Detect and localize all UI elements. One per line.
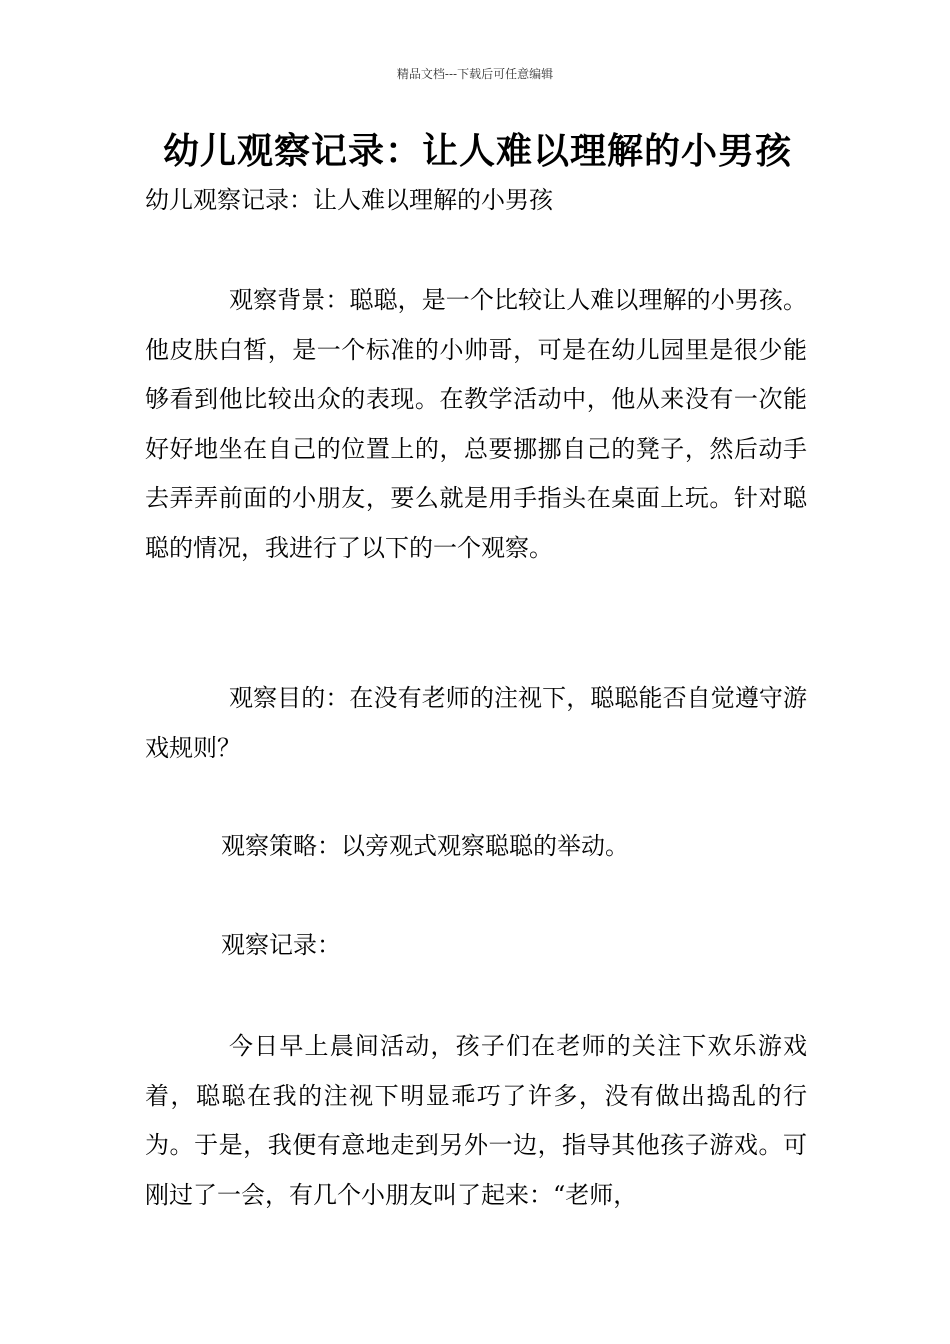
paragraph-record-label: 观察记录： (221, 931, 341, 959)
paragraph-background: 观察背景：聪聪，是一个比较让人难以理解的小男孩。他皮肤白皙，是一个标准的小帅哥，可是在幼儿园里是很少能够看到他比较出众的表现。在教学活动中，他从来没有一次能好好地坐在自己的位置上的，总要挪挪自己的凳子，然后动手去弄弄前面的小朋友，要么就是用手指头在桌面上玩。针对聪聪的情况，我进行了以下的一个观察。 (145, 286, 807, 562)
paragraph-purpose: 观察目的：在没有老师的注视下，聪聪能否自觉遵守游戏规则？ (145, 684, 807, 762)
document-title: 幼儿观察记录：让人难以理解的小男孩 (162, 131, 792, 172)
paragraph-strategy: 观察策略：以旁观式观察聪聪的举动。 (221, 832, 629, 860)
paragraph-record: 今日早上晨间活动，孩子们在老师的关注下欢乐游戏着，聪聪在我的注视下明显乖巧了许多，没有做出捣乱的行为。于是，我便有意地走到另外一边，指导其他孩子游戏。可刚过了一会，有几个小朋友叫了起来：“老师， (145, 1032, 807, 1209)
header-note: 精品文档---下载后可任意编辑 (396, 67, 554, 81)
document-subtitle: 幼儿观察记录：让人难以理解的小男孩 (145, 186, 553, 214)
